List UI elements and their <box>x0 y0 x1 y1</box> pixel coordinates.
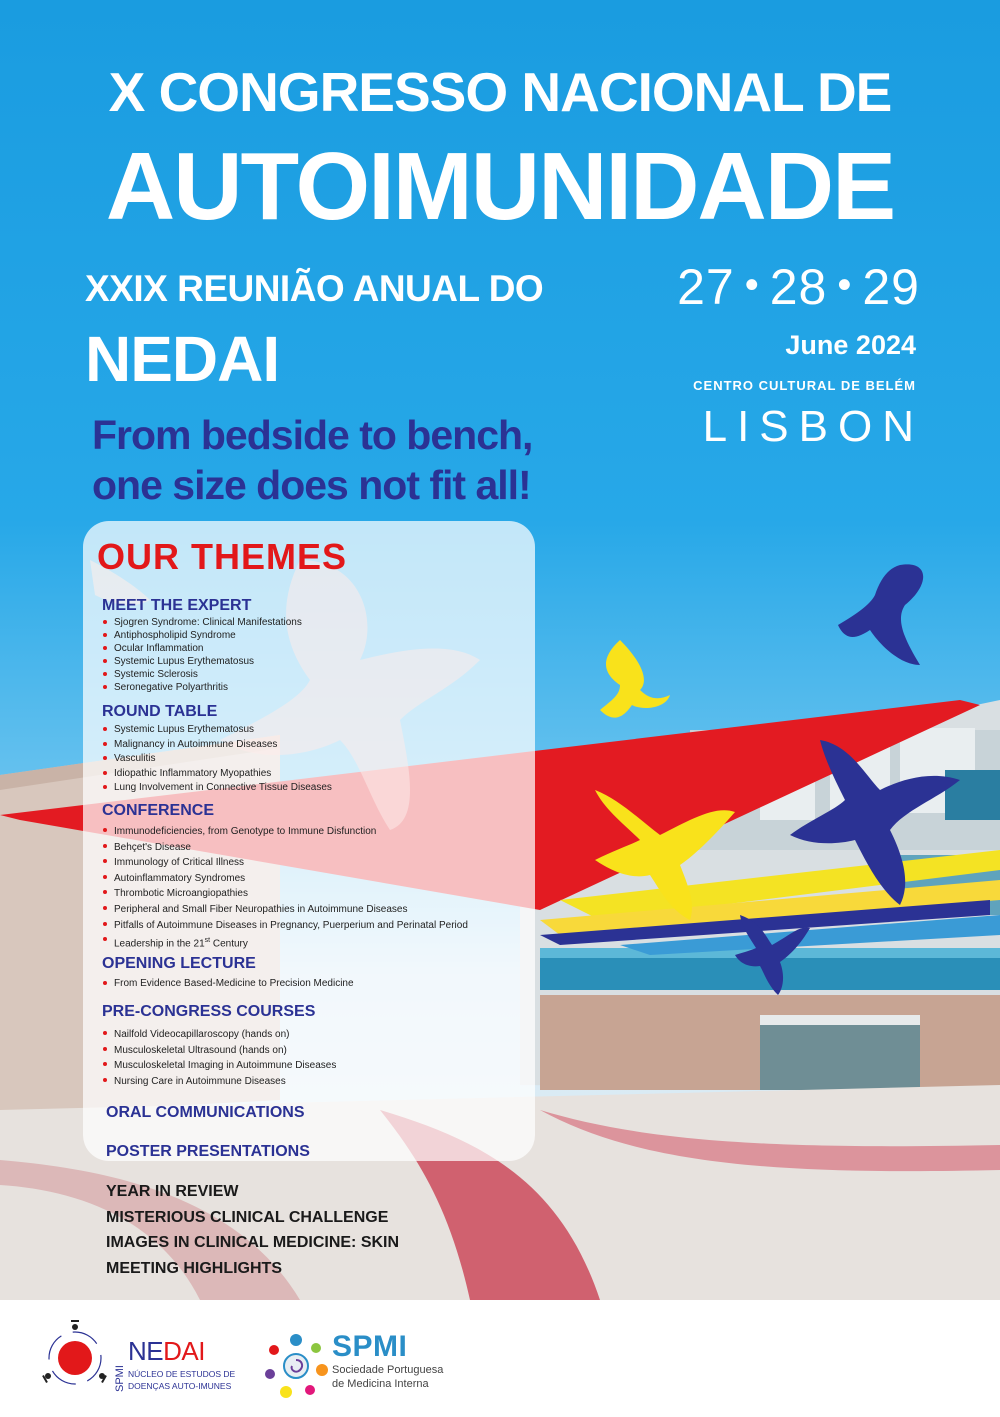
day-1: 27 <box>677 259 735 315</box>
tagline-line-1: From bedside to bench, <box>92 412 533 458</box>
list-item: Immunodeficiencies, from Genotype to Immune Disfunction <box>102 824 468 840</box>
date-separator: • <box>744 263 760 307</box>
month-year: June 2024 <box>785 330 916 360</box>
city: LISBON <box>702 402 924 451</box>
list-item: Behçet's Disease <box>102 840 468 856</box>
themes-heading: OUR THEMES <box>97 536 348 577</box>
list-item: Nursing Care in Autoimmune Diseases <box>102 1074 336 1090</box>
list-item: Peripheral and Small Fiber Neuropathies in Autoimmune Diseases <box>102 902 468 918</box>
list-item: Thrombotic Microangiopathies <box>102 886 468 902</box>
nedai-subtitle-1: NÚCLEO DE ESTUDOS DE <box>128 1369 236 1379</box>
list-item: Malignancy in Autoimmune Diseases <box>102 738 332 753</box>
list-item: MEETING HIGHLIGHTS <box>106 1259 282 1277</box>
round-table-list <box>102 723 332 796</box>
venue: CENTRO CULTURAL DE BELÉM <box>693 378 916 393</box>
tagline-line-2: one size does not fit all! <box>92 462 531 508</box>
spmi-logo-icon <box>260 1326 340 1406</box>
list-item: YEAR IN REVIEW <box>106 1183 239 1200</box>
list-item: Systemic Lupus Erythematosus <box>102 655 302 668</box>
navy-star-top <box>838 564 923 665</box>
list-item: Systemic Lupus Erythematosus <box>102 723 332 738</box>
yellow-star-small <box>600 640 670 718</box>
section-pre-congress: PRE-CONGRESS COURSES <box>102 1003 316 1020</box>
date-separator: • <box>837 263 853 307</box>
section-oral-communications: ORAL COMMUNICATIONS <box>106 1104 305 1121</box>
title-line-1: X CONGRESSO NACIONAL DE <box>108 61 892 123</box>
list-item: Ocular Inflammation <box>102 642 302 655</box>
nedai-wordmark: NEDAI <box>128 1336 205 1366</box>
section-poster-presentations: POSTER PRESENTATIONS <box>106 1143 310 1160</box>
pre-congress-list <box>102 1027 336 1089</box>
opening-lecture-list <box>102 977 354 990</box>
spmi-subtitle-2: de Medicina Interna <box>332 1378 429 1390</box>
list-item: IMAGES IN CLINICAL MEDICINE: SKIN <box>106 1234 400 1251</box>
entrance <box>760 1015 920 1090</box>
list-item: Seronegative Polyarthritis <box>102 681 302 694</box>
nedai-spmi-label: SPMI <box>114 1365 126 1392</box>
day-3: 29 <box>862 259 920 315</box>
title-line-2: AUTOIMUNIDADE <box>105 133 895 240</box>
tagline <box>92 410 532 510</box>
list-item: From Evidence Based-Medicine to Precision Medicine <box>102 977 354 990</box>
day-2: 28 <box>769 259 828 315</box>
list-item: Leadership in the 21st Century <box>102 933 468 952</box>
section-opening-lecture: OPENING LECTURE <box>102 955 256 972</box>
spmi-subtitle-1: Sociedade Portuguesa <box>332 1364 444 1376</box>
subtitle: XXIX REUNIÃO ANUAL DO <box>85 268 544 309</box>
list-item: Musculoskeletal Ultrasound (hands on) <box>102 1043 336 1059</box>
list-item: Lung Involvement in Connective Tissue Diseases <box>102 781 332 796</box>
list-item: Pitfalls of Autoimmune Diseases in Pregnancy, Puerperium and Perinatal Period <box>102 918 468 934</box>
event-dates <box>677 258 920 316</box>
nedai-subtitle-2: DOENÇAS AUTO-IMUNES <box>128 1381 232 1391</box>
list-item: Antiphospholipid Syndrome <box>102 629 302 642</box>
conference-list <box>102 824 468 952</box>
list-item: Vasculitis <box>102 752 332 767</box>
list-item: Musculoskeletal Imaging in Autoimmune Diseases <box>102 1058 336 1074</box>
section-round-table: ROUND TABLE <box>102 703 218 720</box>
spmi-wordmark: SPMI <box>332 1330 408 1363</box>
list-item: MISTERIOUS CLINICAL CHALLENGE <box>106 1208 389 1226</box>
section-meet-the-expert: MEET THE EXPERT <box>102 597 252 614</box>
list-item: Nailfold Videocapillaroscopy (hands on) <box>102 1027 336 1043</box>
section-conference: CONFERENCE <box>102 802 215 819</box>
meet-the-expert-list <box>102 616 302 694</box>
organization-title: NEDAI <box>85 323 280 395</box>
extras-list <box>106 1179 399 1281</box>
list-item: Sjogren Syndrome: Clinical Manifestations <box>102 616 302 629</box>
list-item: Systemic Sclerosis <box>102 668 302 681</box>
list-item: Idiopathic Inflammatory Myopathies <box>102 767 332 782</box>
list-item: Immunology of Critical Illness <box>102 855 468 871</box>
list-item: Autoinflammatory Syndromes <box>102 871 468 887</box>
